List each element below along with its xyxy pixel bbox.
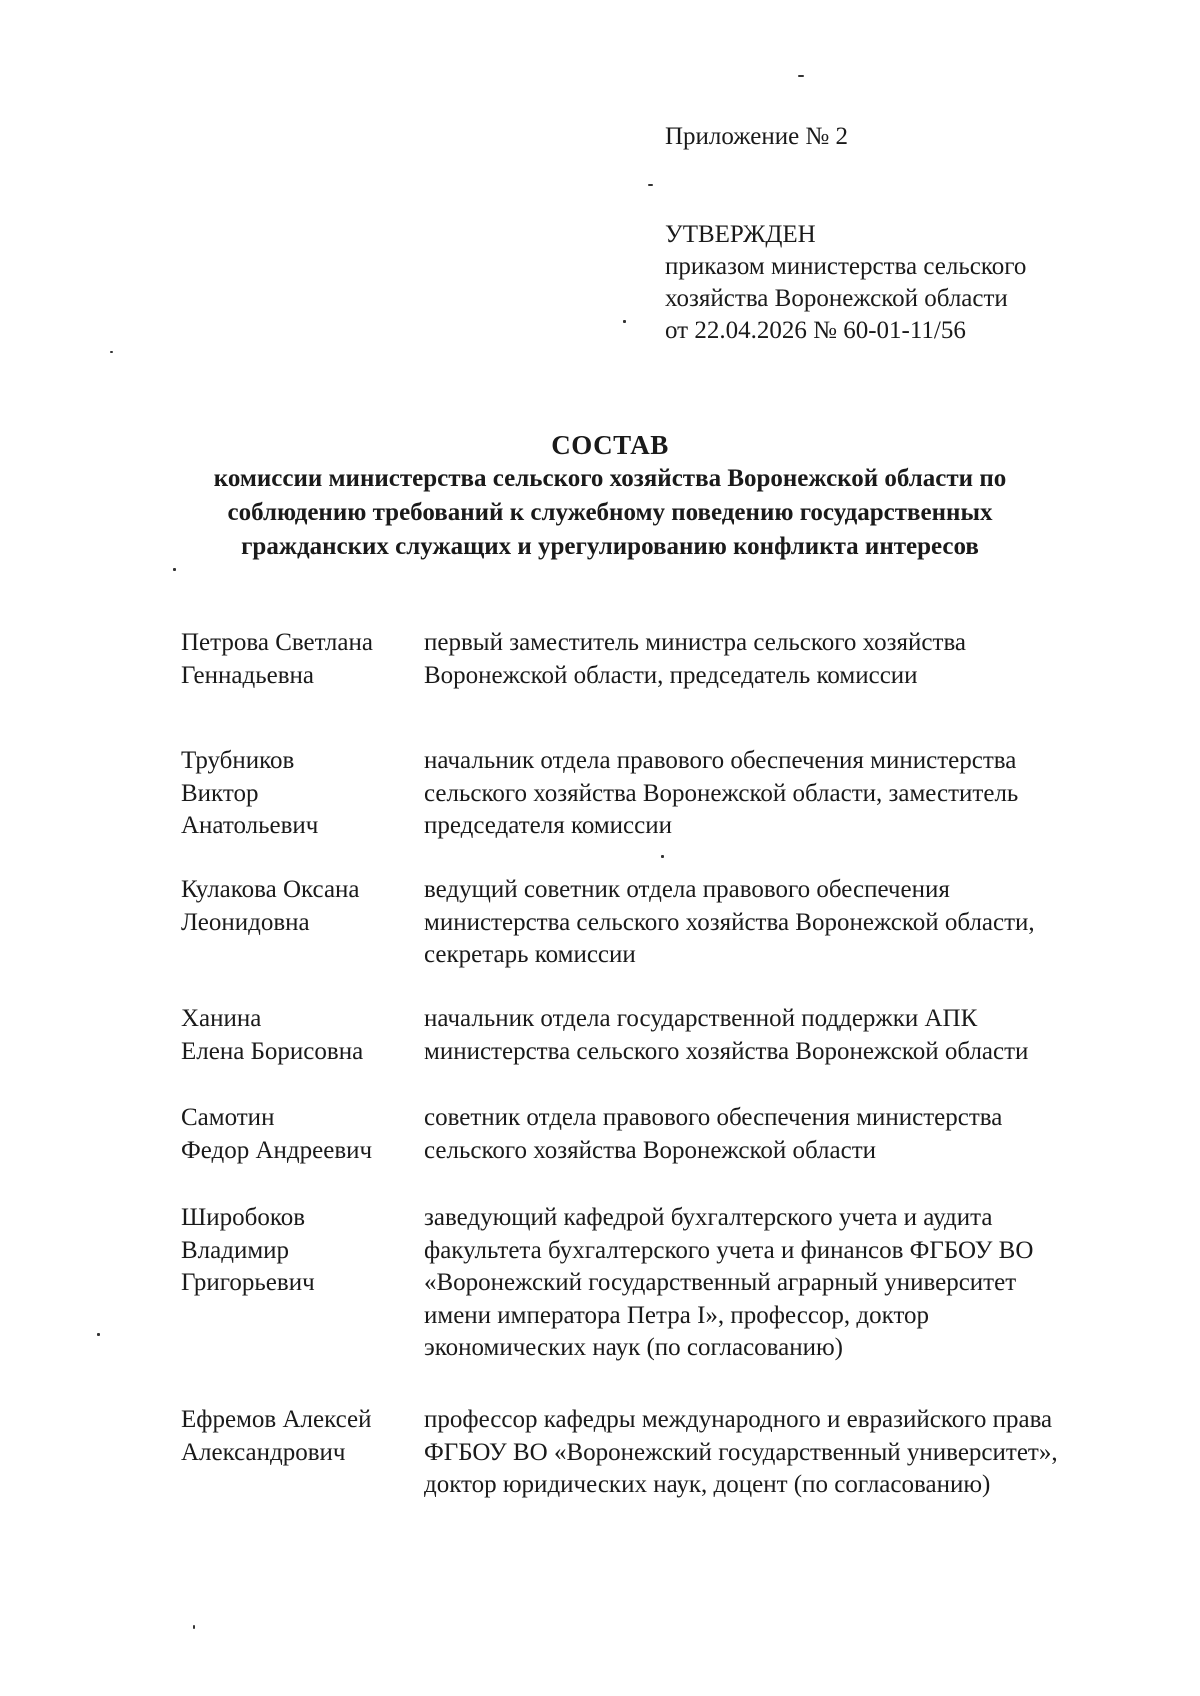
member-name: Ханина Елена Борисовна [181, 1005, 364, 1065]
member-name: Широбоков Владимир Григорьевич [181, 1204, 315, 1296]
scan-speck [97, 1333, 100, 1336]
approval-line: хозяйства Воронежской области [665, 285, 1008, 312]
appendix-number: Приложение № 2 [665, 123, 849, 150]
member-role: заведующий кафедрой бухгалтерского учета и аудита факультета бухгалтерского учета и финансов ФГБОУ ВО «Воронежский государственный аграрный университет имени императора Петра I», профессор, доктор экономических наук (по согласованию) [424, 1204, 1034, 1361]
approval-order-date-number: от 22.04.2026 № 60-01-11/56 [665, 317, 966, 344]
member-name: Петрова Светлана Геннадьевна [181, 629, 373, 689]
member-role: начальник отдела правового обеспечения министерства сельского хозяйства Воронежской области, заместитель председателя комиссии [424, 747, 1019, 839]
member-name: Самотин Федор Андреевич [181, 1104, 373, 1164]
member-name: Трубников Виктор Анатольевич [181, 747, 319, 839]
member-name: Кулакова Оксана Леонидовна [181, 876, 360, 936]
title-main: СОСТАВ [551, 430, 669, 460]
scan-speck [110, 351, 113, 353]
member-name: Ефремов Алексей Александрович [181, 1406, 372, 1466]
title-line: гражданских служащих и урегулированию конфликта интересов [241, 533, 979, 560]
scan-speck [173, 568, 176, 571]
approval-block [665, 219, 1026, 347]
document-title [150, 428, 1070, 564]
scan-speck [798, 75, 804, 77]
member-role: ведущий советник отдела правового обеспечения министерства сельского хозяйства Воронежской области, секретарь комиссии [424, 876, 1035, 968]
scan-speck [648, 184, 653, 186]
approval-status: УТВЕРЖДЕН [665, 221, 816, 248]
scan-speck [623, 320, 626, 323]
member-role: профессор кафедры международного и евразийского права ФГБОУ ВО «Воронежский государственный университет», доктор юридических наук, доцент (по согласованию) [424, 1406, 1058, 1498]
approval-line: приказом министерства сельского [665, 253, 1027, 280]
member-role: советник отдела правового обеспечения министерства сельского хозяйства Воронежской области [424, 1104, 1003, 1164]
scan-speck [193, 1625, 195, 1629]
title-line: комиссии министерства сельского хозяйства Воронежской области по [213, 465, 1007, 492]
scan-speck [661, 855, 664, 858]
member-role: начальник отдела государственной поддержки АПК министерства сельского хозяйства Воронежской области [424, 1005, 1029, 1065]
title-line: соблюдению требований к служебному поведению государственных [227, 499, 993, 526]
member-role: первый заместитель министра сельского хозяйства Воронежской области, председатель комиссии [424, 629, 967, 689]
